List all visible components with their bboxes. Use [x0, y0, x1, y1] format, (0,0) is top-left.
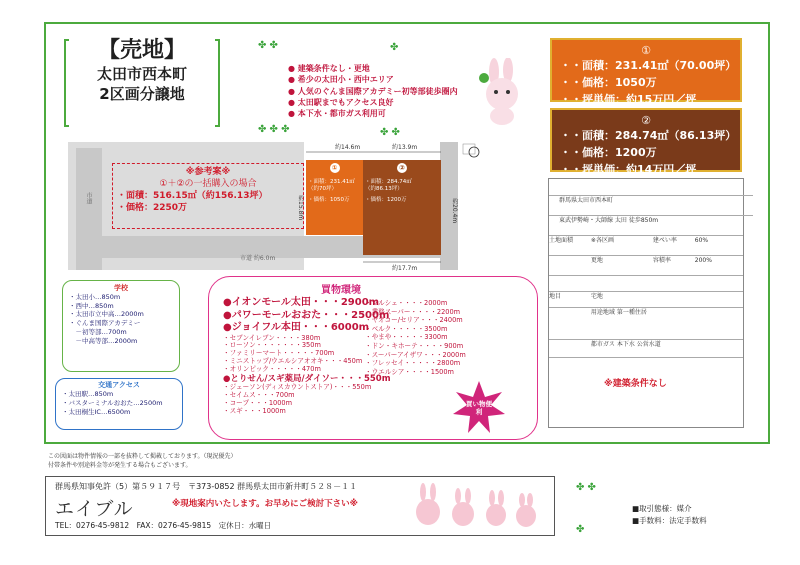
- traffic-box: [55, 378, 183, 430]
- table-cell: 用途地域 第一種住居: [590, 309, 647, 316]
- shopping-item: ・セイムス・・・700m: [223, 390, 295, 399]
- table-cell: 60%: [694, 237, 709, 244]
- table-row: [549, 307, 743, 318]
- table-row: [549, 339, 743, 350]
- school-item: ・西中…850m: [69, 301, 114, 310]
- shopping-item: ●パワーモールおおた・・・2500m: [223, 309, 390, 321]
- table-cell: 宅地: [590, 293, 603, 300]
- lot1-unit-price: ・ ・坪単価：約15万円／坪: [560, 91, 732, 108]
- traffic-heading: 交通アクセス: [98, 381, 140, 389]
- dim-top2: 約13.9m: [392, 144, 418, 151]
- table-address: 群馬県太田市西本町: [549, 195, 753, 206]
- lot2-parcel: [363, 160, 441, 255]
- title-sale: 【売地】: [97, 38, 186, 63]
- shopping-item: ●イオンモール太田・・・2900m: [223, 297, 380, 308]
- table-cell: 都市ガス 本下水 公営水道: [590, 341, 661, 348]
- shopping-heading: 買物環境: [321, 285, 361, 296]
- table-row: [549, 235, 743, 246]
- lot2-price-box: [550, 108, 742, 176]
- lot1-price-box: [550, 38, 742, 106]
- clover-icon: ✤ ✤: [380, 127, 400, 138]
- reference-area: ・面積：516.15㎡（約156.13坪）: [117, 191, 268, 201]
- table-cell: 容積率: [652, 257, 671, 264]
- rabbit-mascot-icon: [472, 58, 532, 128]
- school-item: －初等部…700m: [69, 327, 127, 336]
- table-access: 東武伊勢崎・大師線 太田 徒歩850m: [549, 215, 753, 226]
- dim-right: 約20.4m: [451, 198, 458, 224]
- lot1-parcel-tsubo: （約70坪）: [308, 186, 337, 192]
- lot2-price: ・ ・価格：1200万: [560, 144, 732, 161]
- shopping-item: ・ヤオコー/セリア・・・2400m: [365, 316, 463, 325]
- shopping-item: ・業務スーパー・・・・2200m: [365, 307, 461, 316]
- disclaimer-line: この図面は物件情報の一部を抜粋して掲載しております。（現況優先）: [48, 453, 237, 460]
- table-cell: 200%: [694, 257, 712, 264]
- lot1-parcel: [306, 160, 363, 235]
- title-bracket: [63, 38, 221, 128]
- table-cell: ※各区画: [590, 237, 614, 244]
- reference-plan-box: [112, 163, 304, 229]
- clover-icon: ✤ ✤: [258, 40, 278, 51]
- lot2-unit-price: ・ ・坪単価：約14万円／坪: [560, 161, 732, 178]
- school-item: ・太田小…850m: [69, 292, 121, 301]
- shopping-item: ●とりせん/スギ薬局/ダイソー・・・550m: [223, 374, 391, 385]
- school-heading: 学校: [114, 284, 128, 292]
- table-row: [549, 291, 743, 302]
- rabbit-group-icon: [408, 482, 568, 532]
- disclaimer-line: 付帯条件や別途料金等が発生する場合もございます。: [48, 462, 192, 469]
- clover-icon: ✤ ✤ ✤: [258, 124, 290, 135]
- reference-title: ※参考案※: [185, 167, 231, 177]
- shopping-item: ・セブンイレブン・・・・380m: [223, 333, 321, 342]
- shopping-item: ・ジェーソン(ディスカウントストア)・・・550m: [223, 383, 372, 392]
- shopping-item: ・オリンピック・・・・・470m: [223, 365, 321, 374]
- license-info: 群馬県知事免許（5）第５９１７号 〒373-0852 群馬県太田市新井町５２８－１１: [55, 482, 358, 491]
- shopping-item: ・コープ・・・1000m: [223, 398, 293, 407]
- shopping-item: ・フレッセイ・・・・・2800m: [365, 359, 461, 368]
- feature-item: ● 本下水・都市ガス利用可: [288, 108, 458, 119]
- lot1-parcel-area: ・面積：231.41㎡: [308, 179, 355, 185]
- traffic-item: ・太田駅…850m: [62, 390, 114, 398]
- dim-top1: 約14.6m: [335, 144, 361, 151]
- lot2-parcel-price: ・価格：1200万: [365, 197, 407, 203]
- lot2-parcel-area: ・面積：284.74㎡: [365, 179, 412, 185]
- traffic-item: ・バスターミナルおおた…2500m: [62, 399, 163, 407]
- road-south-label: 市道 約6.0m: [240, 255, 276, 262]
- reference-line: ①＋②の一括購入の場合: [159, 179, 257, 189]
- feature-item: ● 人気のぐんま国際アカデミー初等部徒歩圏内: [288, 86, 458, 97]
- lot1-parcel-number: ①: [330, 163, 340, 173]
- school-item: ・ぐんま国際アカデミー: [69, 319, 141, 328]
- lot2-area: ・ ・面積：284.74㎡（86.13坪）: [560, 127, 732, 144]
- table-cell: 地目: [549, 293, 562, 300]
- reference-price: ・価格：2250万: [117, 203, 188, 213]
- shopping-item: ・ミニストップ/ウエルシアオオキ・・・450m: [223, 357, 363, 366]
- convenience-badge-label: 買い物便利: [466, 400, 492, 416]
- transaction-type: ■ 取引態様：媒介: [632, 503, 707, 515]
- shopping-item: ●ジョイフル本田・・・6000m: [223, 322, 370, 333]
- shopping-item: ・ウエルシア・・・・1500m: [365, 367, 454, 376]
- school-item: ・太田市立中高…2000m: [69, 310, 144, 319]
- road-west-label: 市道: [85, 192, 92, 204]
- shopping-right-list: [365, 299, 466, 376]
- table-row: [549, 255, 743, 266]
- contact-info: TEL：0276-45-9812 FAX：0276-45-9815 定休日：水曜日: [55, 521, 272, 530]
- property-table: [548, 178, 744, 428]
- title-location: 太田市西本町: [96, 65, 187, 83]
- lot2-parcel-number: ②: [397, 163, 407, 173]
- table-row: [549, 275, 743, 276]
- transaction-fee: ■ 手数料：法定手数料: [632, 515, 707, 527]
- visit-note: ※現地案内いたします。お早めにご検討下さい※: [172, 499, 358, 509]
- table-cell: 更地: [590, 257, 603, 264]
- table-cell: 建ぺい率: [652, 237, 677, 244]
- lot2-number: ②: [641, 114, 651, 127]
- shopping-item: ・やまや・・・・・3300m: [365, 333, 448, 342]
- feature-item: ● 建築条件なし・更地: [288, 63, 458, 74]
- dim-left: 約15.8m: [297, 195, 304, 221]
- school-box: [62, 280, 180, 372]
- feature-item: ● 太田駅までもアクセス良好: [288, 97, 458, 108]
- clover-icon: ✤ ✤: [576, 482, 596, 493]
- disclaimer-notes: [48, 452, 237, 470]
- clover-icon: ✤: [576, 524, 585, 535]
- clover-icon: ✤: [390, 42, 399, 53]
- school-item: －中高等部…2000m: [69, 336, 138, 345]
- shopping-item: ・マルシェ・・・・2000m: [365, 299, 448, 307]
- shopping-item: ・ドン・キホーテ・・・・900m: [365, 341, 464, 350]
- title-subdivision: 2区画分譲地: [99, 85, 185, 103]
- dim-bottom: 約17.7m: [392, 265, 418, 272]
- transaction-info: [632, 503, 707, 527]
- building-condition-note: ※建築条件なし: [604, 379, 667, 389]
- lot1-parcel-price: ・価格：1050万: [308, 197, 350, 203]
- lot1-price: ・ ・価格：1050万: [560, 74, 732, 91]
- lot1-area: ・ ・面積：231.41㎡（70.00坪）: [560, 57, 732, 74]
- company-name: エイブル: [55, 498, 134, 520]
- table-cell: 土地面積: [549, 237, 574, 244]
- table-row: [549, 357, 743, 358]
- shopping-item: ・ファミリーマート・・・・・700m: [223, 349, 335, 358]
- shopping-item: ・スーパーアイザワ・・・2000m: [365, 350, 466, 359]
- lot2-parcel-tsubo: （約86.13坪）: [365, 186, 403, 192]
- shopping-item: ・ベルク・・・・・3500m: [365, 324, 448, 333]
- feature-list: [288, 63, 458, 119]
- feature-item: ● 希少の太田小・西中エリア: [288, 74, 458, 85]
- shopping-item: ・ローソン・・・・・・・350m: [223, 341, 321, 350]
- traffic-item: ・太田桐生IC…6500m: [62, 408, 131, 416]
- lot1-number: ①: [641, 44, 651, 57]
- shopping-item: ・スギ・・・1000m: [223, 406, 286, 415]
